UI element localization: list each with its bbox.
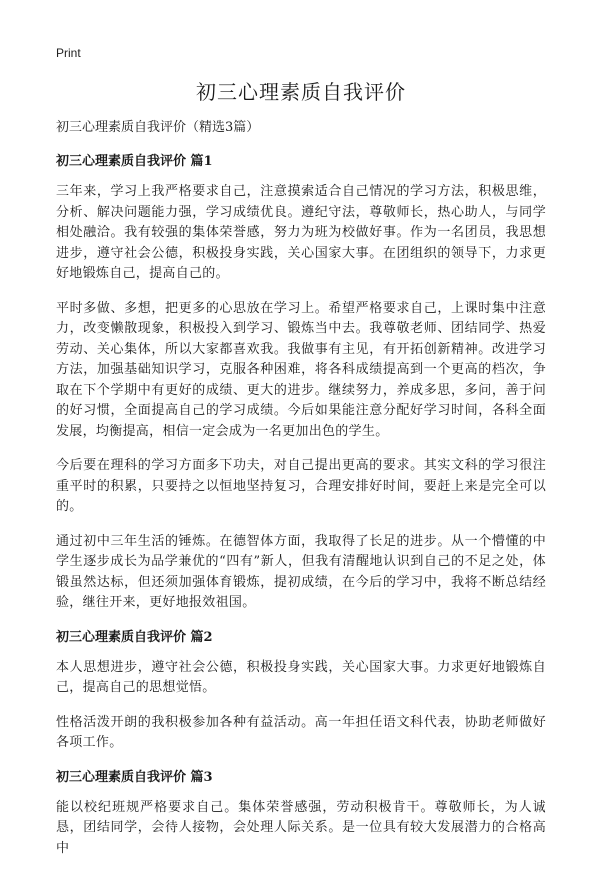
section-2 [56, 628, 546, 754]
section-heading: 初三心理素质自我评价 篇2 [56, 629, 213, 645]
paragraph: 平时多做、多想，把更多的心思放在学习上。希望严格要求自己，上课时集中注意力，改变懒散现象，积极投入到学习、锻炼当中去。我尊敬老师、团结同学、热爱劳动、关心集体，所以大家都喜欢我。我做事有主见，有开拓创新精神。改进学习方法，加强基础知识学习，克服各种困难，将各科成绩提高到一个更高的档次，争取在下个学期中有更好的成绩、更大的进步。继续努力，养成多思，多问，善于问的好习惯，全面提高自己的学习成绩。今后如果能注意分配好学习时间，各科全面发展，均衡提高，相信一定会成为一名更加出色的学生。 [56, 300, 546, 439]
paragraph: 今后要在理科的学习方面多下功夫，对自己提出更高的要求。其实文科的学习很注重平时的积累，只要持之以恒地坚持复习，合理安排好时间，要赶上来是完全可以的。 [56, 458, 546, 514]
document-body [56, 118, 546, 873]
document-subtitle: 初三心理素质自我评价（精选3篇） [56, 120, 260, 135]
section-3 [56, 768, 546, 860]
paragraph: 能以校纪班规严格要求自己。集体荣誉感强，劳动积极肯干。尊敬师长，为人诚恳，团结同学，会待人接物，会处理人际关系。是一位具有较大发展潜力的合格高中 [56, 799, 546, 856]
page-title: 初三心理素质自我评价 [196, 80, 406, 104]
print-link[interactable]: Print [56, 46, 81, 60]
section-heading: 初三心理素质自我评价 篇1 [56, 154, 213, 169]
paragraph: 本人思想进步，遵守社会公德，积极投身实践，关心国家大事。力求更好地锻炼自己，提高自己的思想觉悟。 [56, 659, 546, 695]
paragraph: 三年来，学习上我严格要求自己，注意摸索适合自己情况的学习方法，积极思维，分析、解决问题能力强，学习成绩优良。遵纪守法，尊敬师长，热心助人，与同学相处融洽。我有较强的集体荣誉感，努力为班为校做好事。作为一名团员，我思想进步，遵守社会公德，积极投身实践，关心国家大事。在团组织的领导下，力求更好地锻炼自己，提高自己的。 [56, 184, 546, 281]
paragraph: 性格活泼开朗的我积极参加各种有益活动。高一年担任语文科代表，协助老师做好各项工作。 [56, 714, 546, 750]
section-1 [56, 152, 546, 614]
section-heading: 初三心理素质自我评价 篇3 [56, 769, 213, 785]
paragraph: 通过初中三年生活的锤炼。在德智体方面，我取得了长足的进步。从一个懵懂的中学生逐步成长为品学兼优的“四有”新人，但我有清醒地认识到自己的不足之处，体锻虽然达标，但还须加强体育锻炼，提初成绩，在今后的学习中，我将不断总结经验，继往开来，更好地报效祖国。 [56, 533, 546, 610]
